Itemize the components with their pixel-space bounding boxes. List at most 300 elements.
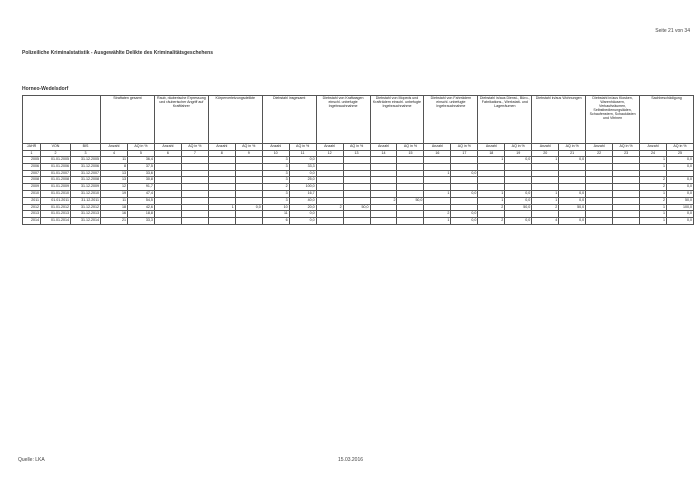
value-cell bbox=[397, 170, 424, 177]
sub-header-count: Anzahl bbox=[640, 144, 667, 151]
value-cell: 1 bbox=[532, 197, 559, 204]
year-cell: 2008 bbox=[23, 177, 41, 184]
value-cell bbox=[154, 177, 181, 184]
value-cell bbox=[181, 184, 208, 191]
value-cell bbox=[235, 197, 262, 204]
table-row bbox=[23, 218, 694, 225]
value-cell: 3 bbox=[262, 170, 289, 177]
year-cell: 2005 bbox=[23, 157, 41, 164]
sub-header-count: Anzahl bbox=[478, 144, 505, 151]
value-cell: 0,0 bbox=[667, 184, 694, 191]
value-cell: 0,0 bbox=[289, 218, 316, 225]
value-cell: 100,0 bbox=[667, 204, 694, 211]
value-cell bbox=[613, 157, 640, 164]
value-cell: 1 bbox=[532, 157, 559, 164]
sub-header-rate: AQ in % bbox=[127, 144, 154, 151]
year-cell: 2009 bbox=[23, 184, 41, 191]
date-cell: 31.12.2012 bbox=[71, 204, 101, 211]
value-cell bbox=[613, 197, 640, 204]
sub-header-rate: AQ in % bbox=[181, 144, 208, 151]
value-cell bbox=[181, 177, 208, 184]
lead-header: JAHR bbox=[23, 144, 41, 151]
value-cell bbox=[505, 211, 532, 218]
value-cell bbox=[424, 184, 451, 191]
value-cell bbox=[343, 218, 370, 225]
value-cell: 0,0 bbox=[667, 211, 694, 218]
sub-header-rate: AQ in % bbox=[559, 144, 586, 151]
value-cell: 1 bbox=[640, 211, 667, 218]
sub-header-rate: AQ in % bbox=[613, 144, 640, 151]
column-number: 8 bbox=[208, 151, 235, 157]
value-cell bbox=[370, 170, 397, 177]
value-cell bbox=[181, 190, 208, 197]
value-cell: 50,0 bbox=[559, 204, 586, 211]
value-cell bbox=[343, 184, 370, 191]
value-cell bbox=[559, 211, 586, 218]
value-cell bbox=[478, 184, 505, 191]
value-cell: 2 bbox=[640, 184, 667, 191]
value-cell: 1 bbox=[640, 190, 667, 197]
value-cell bbox=[235, 184, 262, 191]
sub-header-rate: AQ in % bbox=[289, 144, 316, 151]
value-cell: 19 bbox=[101, 190, 128, 197]
value-cell bbox=[316, 184, 343, 191]
sub-header-count: Anzahl bbox=[262, 144, 289, 151]
value-cell: 100,0 bbox=[289, 184, 316, 191]
group-header: Diebstahl von Kraftwagen einschl. unbefugte Ingebrauchnahme bbox=[316, 96, 370, 144]
value-cell bbox=[370, 163, 397, 170]
value-cell bbox=[181, 163, 208, 170]
value-cell bbox=[154, 184, 181, 191]
column-number: 24 bbox=[640, 151, 667, 157]
column-number: 17 bbox=[451, 151, 478, 157]
value-cell: 50,0 bbox=[667, 197, 694, 204]
value-cell: 1 bbox=[424, 170, 451, 177]
value-cell: 50,0 bbox=[505, 204, 532, 211]
value-cell: 50,0 bbox=[343, 204, 370, 211]
value-cell: 2 bbox=[640, 177, 667, 184]
value-cell bbox=[397, 157, 424, 164]
value-cell: 0,0 bbox=[451, 170, 478, 177]
sub-header-count: Anzahl bbox=[316, 144, 343, 151]
value-cell: 3 bbox=[262, 163, 289, 170]
value-cell: 0,0 bbox=[559, 157, 586, 164]
lead-header: VON bbox=[41, 144, 71, 151]
value-cell bbox=[316, 177, 343, 184]
value-cell bbox=[478, 211, 505, 218]
table-body bbox=[23, 157, 694, 225]
column-number: 7 bbox=[181, 151, 208, 157]
value-cell bbox=[235, 218, 262, 225]
value-cell bbox=[640, 170, 667, 177]
sub-header-rate: AQ in % bbox=[235, 144, 262, 151]
value-cell: 12 bbox=[101, 184, 128, 191]
value-cell: 1 bbox=[640, 204, 667, 211]
table-row bbox=[23, 170, 694, 177]
value-cell bbox=[370, 190, 397, 197]
date-cell: 01.01.2005 bbox=[41, 157, 71, 164]
value-cell bbox=[478, 170, 505, 177]
year-cell: 2011 bbox=[23, 197, 41, 204]
column-number: 21 bbox=[559, 151, 586, 157]
value-cell bbox=[613, 204, 640, 211]
sub-header-count: Anzahl bbox=[101, 144, 128, 151]
date-cell: 31.12.2013 bbox=[71, 211, 101, 218]
value-cell bbox=[316, 211, 343, 218]
value-cell bbox=[154, 190, 181, 197]
group-header: Diebstahl von Mopeds und Krafträdern einschl. unbefugte Ingebrauchnahme bbox=[370, 96, 424, 144]
value-cell bbox=[532, 177, 559, 184]
group-header: Diebstahl in/aus Dienst-, Büro-, Fabrikations-, Werkstatt- und Lagerräumen bbox=[478, 96, 532, 144]
value-cell bbox=[208, 157, 235, 164]
column-number: 15 bbox=[397, 151, 424, 157]
value-cell bbox=[154, 197, 181, 204]
value-cell: 33,3 bbox=[289, 163, 316, 170]
date-cell: 01.01.2010 bbox=[41, 190, 71, 197]
date-cell: 01.01.2014 bbox=[41, 218, 71, 225]
value-cell bbox=[613, 184, 640, 191]
column-number: 20 bbox=[532, 151, 559, 157]
group-header-row bbox=[23, 96, 694, 144]
value-cell bbox=[586, 184, 613, 191]
value-cell: 1 bbox=[478, 197, 505, 204]
sub-header-row bbox=[23, 144, 694, 151]
value-cell bbox=[343, 170, 370, 177]
value-cell bbox=[559, 177, 586, 184]
group-header: Straftaten gesamt bbox=[101, 96, 155, 144]
value-cell bbox=[424, 157, 451, 164]
column-number: 3 bbox=[71, 151, 101, 157]
value-cell bbox=[586, 157, 613, 164]
value-cell: 0,0 bbox=[505, 197, 532, 204]
value-cell bbox=[370, 177, 397, 184]
value-cell: 0,0 bbox=[451, 218, 478, 225]
sub-header-count: Anzahl bbox=[154, 144, 181, 151]
value-cell: 0,0 bbox=[667, 218, 694, 225]
value-cell: 42,6 bbox=[127, 204, 154, 211]
value-cell bbox=[505, 184, 532, 191]
year-cell: 2010 bbox=[23, 190, 41, 197]
value-cell: 3 bbox=[262, 197, 289, 204]
value-cell: 2 bbox=[424, 211, 451, 218]
value-cell: 0,0 bbox=[289, 211, 316, 218]
value-cell: 18,8 bbox=[127, 211, 154, 218]
value-cell bbox=[532, 163, 559, 170]
value-cell: 0,0 bbox=[289, 170, 316, 177]
sub-header-rate: AQ in % bbox=[667, 144, 694, 151]
value-cell: 54,5 bbox=[127, 197, 154, 204]
value-cell: 33,6 bbox=[127, 170, 154, 177]
value-cell bbox=[559, 184, 586, 191]
sub-header-count: Anzahl bbox=[586, 144, 613, 151]
group-header: Diebstahl in/aus Kiosken, Warenhäusern, Verkaufsräumen, Selbstbedienungsläden, Schaufenstern, Schaukästen und Vitrinen bbox=[586, 96, 640, 144]
value-cell: 0,0 bbox=[667, 157, 694, 164]
table-row bbox=[23, 163, 694, 170]
value-cell bbox=[424, 204, 451, 211]
value-cell: 0,0 bbox=[451, 211, 478, 218]
value-cell bbox=[235, 170, 262, 177]
value-cell bbox=[154, 163, 181, 170]
date-cell: 01.01.2012 bbox=[41, 204, 71, 211]
sub-header-count: Anzahl bbox=[370, 144, 397, 151]
group-header: Diebstahl von Fahrrädern einschl. unbefugte Ingebrauchnahme bbox=[424, 96, 478, 144]
value-cell: 1 bbox=[424, 218, 451, 225]
column-number: 4 bbox=[101, 151, 128, 157]
value-cell bbox=[208, 163, 235, 170]
value-cell bbox=[397, 190, 424, 197]
value-cell: 33,3 bbox=[127, 218, 154, 225]
column-number: 14 bbox=[370, 151, 397, 157]
value-cell: 16,7 bbox=[289, 190, 316, 197]
group-header: Diebstahl in/aus Wohnungen bbox=[532, 96, 586, 144]
value-cell: 0,0 bbox=[667, 190, 694, 197]
sub-header-rate: AQ in % bbox=[397, 144, 424, 151]
table-row bbox=[23, 197, 694, 204]
value-cell bbox=[586, 163, 613, 170]
value-cell: 0,0 bbox=[451, 190, 478, 197]
value-cell bbox=[370, 184, 397, 191]
statistics-table bbox=[22, 95, 694, 225]
value-cell bbox=[397, 163, 424, 170]
date-cell: 01.01.2009 bbox=[41, 184, 71, 191]
value-cell bbox=[235, 190, 262, 197]
value-cell bbox=[613, 218, 640, 225]
value-cell: 0,0 bbox=[559, 190, 586, 197]
date-cell: 01.01.2006 bbox=[41, 163, 71, 170]
value-cell: 2 bbox=[640, 197, 667, 204]
column-number: 10 bbox=[262, 151, 289, 157]
value-cell bbox=[208, 177, 235, 184]
date-cell: 01.01.2008 bbox=[41, 177, 71, 184]
value-cell: 6 bbox=[262, 218, 289, 225]
value-cell bbox=[613, 177, 640, 184]
value-cell bbox=[208, 184, 235, 191]
year-cell: 2013 bbox=[23, 211, 41, 218]
value-cell: 0,0 bbox=[667, 163, 694, 170]
value-cell bbox=[208, 211, 235, 218]
value-cell: 11 bbox=[262, 211, 289, 218]
sub-header-count: Anzahl bbox=[532, 144, 559, 151]
value-cell: 8 bbox=[101, 163, 128, 170]
value-cell: 0,0 bbox=[289, 157, 316, 164]
column-number: 9 bbox=[235, 151, 262, 157]
region-name: Horneo-Wedelsdorf bbox=[22, 86, 69, 92]
value-cell bbox=[424, 163, 451, 170]
date-cell: 31.12.2008 bbox=[71, 177, 101, 184]
value-cell bbox=[451, 163, 478, 170]
value-cell: 1 bbox=[640, 163, 667, 170]
value-cell: 1 bbox=[478, 190, 505, 197]
date-cell: 31.12.2014 bbox=[71, 218, 101, 225]
value-cell bbox=[370, 204, 397, 211]
value-cell bbox=[424, 177, 451, 184]
date-cell: 01.01.2007 bbox=[41, 170, 71, 177]
value-cell bbox=[235, 177, 262, 184]
table-row bbox=[23, 177, 694, 184]
column-number: 18 bbox=[478, 151, 505, 157]
value-cell: 3 bbox=[262, 190, 289, 197]
column-number: 5 bbox=[127, 151, 154, 157]
value-cell bbox=[316, 190, 343, 197]
value-cell: 18 bbox=[101, 204, 128, 211]
value-cell: 0,0 bbox=[505, 218, 532, 225]
value-cell: 2 bbox=[262, 184, 289, 191]
value-cell bbox=[451, 177, 478, 184]
value-cell bbox=[181, 211, 208, 218]
value-cell bbox=[181, 218, 208, 225]
table-row bbox=[23, 190, 694, 197]
year-cell: 2012 bbox=[23, 204, 41, 211]
value-cell bbox=[397, 184, 424, 191]
value-cell bbox=[316, 163, 343, 170]
footer-source: Quelle: LKA bbox=[18, 457, 45, 463]
value-cell: 21 bbox=[101, 218, 128, 225]
value-cell: 36,4 bbox=[127, 157, 154, 164]
value-cell bbox=[451, 204, 478, 211]
value-cell bbox=[154, 157, 181, 164]
value-cell bbox=[154, 170, 181, 177]
date-cell: 31.12.2005 bbox=[71, 157, 101, 164]
group-header: Körperverletzungsdelikte bbox=[208, 96, 262, 144]
date-cell: 31.12.2007 bbox=[71, 170, 101, 177]
value-cell bbox=[424, 197, 451, 204]
value-cell bbox=[154, 204, 181, 211]
value-cell: 3 bbox=[262, 177, 289, 184]
value-cell: 11 bbox=[101, 197, 128, 204]
value-cell: 2 bbox=[478, 218, 505, 225]
value-cell: 13 bbox=[101, 170, 128, 177]
value-cell bbox=[451, 184, 478, 191]
year-cell: 2014 bbox=[23, 218, 41, 225]
value-cell: 2 bbox=[316, 204, 343, 211]
group-header: Diebstahl insgesamt bbox=[262, 96, 316, 144]
value-cell bbox=[559, 170, 586, 177]
value-cell bbox=[451, 197, 478, 204]
value-cell: 3 bbox=[262, 157, 289, 164]
value-cell bbox=[370, 218, 397, 225]
table-row bbox=[23, 157, 694, 164]
value-cell bbox=[316, 197, 343, 204]
value-cell bbox=[343, 190, 370, 197]
value-cell: 2 bbox=[532, 204, 559, 211]
value-cell: 4 bbox=[532, 218, 559, 225]
value-cell: 13 bbox=[101, 177, 128, 184]
value-cell: 25,0 bbox=[289, 177, 316, 184]
value-cell bbox=[370, 211, 397, 218]
value-cell bbox=[451, 157, 478, 164]
value-cell bbox=[316, 157, 343, 164]
value-cell: 37,5 bbox=[127, 163, 154, 170]
value-cell: 1 bbox=[424, 190, 451, 197]
date-cell: 31.12.2006 bbox=[71, 163, 101, 170]
value-cell bbox=[154, 211, 181, 218]
value-cell bbox=[181, 204, 208, 211]
date-cell: 31.12.2009 bbox=[71, 184, 101, 191]
column-number: 1 bbox=[23, 151, 41, 157]
value-cell bbox=[208, 190, 235, 197]
column-number: 11 bbox=[289, 151, 316, 157]
value-cell: 30,8 bbox=[127, 177, 154, 184]
lead-header: BIS bbox=[71, 144, 101, 151]
value-cell bbox=[397, 218, 424, 225]
value-cell: 1 bbox=[532, 190, 559, 197]
column-number: 6 bbox=[154, 151, 181, 157]
value-cell bbox=[586, 177, 613, 184]
page-number: Seite 21 von 34 bbox=[655, 28, 690, 34]
value-cell bbox=[370, 157, 397, 164]
value-cell bbox=[316, 218, 343, 225]
value-cell bbox=[478, 163, 505, 170]
value-cell bbox=[559, 163, 586, 170]
value-cell bbox=[343, 163, 370, 170]
value-cell bbox=[181, 197, 208, 204]
value-cell bbox=[181, 170, 208, 177]
value-cell: 0,0 bbox=[667, 177, 694, 184]
value-cell: 47,4 bbox=[127, 190, 154, 197]
value-cell: 1 bbox=[640, 218, 667, 225]
date-cell: 01.01.2011 bbox=[41, 197, 71, 204]
column-number: 25 bbox=[667, 151, 694, 157]
table-row bbox=[23, 204, 694, 211]
value-cell bbox=[667, 170, 694, 177]
value-cell bbox=[343, 177, 370, 184]
value-cell bbox=[235, 211, 262, 218]
year-cell: 2006 bbox=[23, 163, 41, 170]
column-number: 23 bbox=[613, 151, 640, 157]
value-cell bbox=[397, 204, 424, 211]
value-cell: 2 bbox=[370, 197, 397, 204]
value-cell bbox=[505, 170, 532, 177]
value-cell bbox=[586, 204, 613, 211]
value-cell: 40,0 bbox=[289, 197, 316, 204]
value-cell bbox=[208, 170, 235, 177]
column-number: 13 bbox=[343, 151, 370, 157]
group-header: Raub, räuberische Erpressung und räuberischer Angriff auf Kraftfahrer bbox=[154, 96, 208, 144]
value-cell bbox=[586, 197, 613, 204]
value-cell bbox=[397, 177, 424, 184]
date-cell: 31.12.2011 bbox=[71, 197, 101, 204]
value-cell bbox=[613, 190, 640, 197]
sub-header-rate: AQ in % bbox=[451, 144, 478, 151]
value-cell bbox=[586, 190, 613, 197]
column-number: 2 bbox=[41, 151, 71, 157]
column-number: 19 bbox=[505, 151, 532, 157]
value-cell bbox=[343, 197, 370, 204]
value-cell: 1 bbox=[208, 204, 235, 211]
value-cell bbox=[181, 157, 208, 164]
value-cell bbox=[343, 157, 370, 164]
sub-header-count: Anzahl bbox=[208, 144, 235, 151]
value-cell: 91,7 bbox=[127, 184, 154, 191]
column-number: 12 bbox=[316, 151, 343, 157]
year-cell: 2007 bbox=[23, 170, 41, 177]
value-cell bbox=[235, 163, 262, 170]
header-spacer bbox=[23, 96, 101, 144]
value-cell: 0,0 bbox=[505, 190, 532, 197]
value-cell: 16 bbox=[101, 211, 128, 218]
value-cell: 0,0 bbox=[505, 157, 532, 164]
sub-header-rate: AQ in % bbox=[505, 144, 532, 151]
column-number: 16 bbox=[424, 151, 451, 157]
value-cell bbox=[235, 157, 262, 164]
value-cell bbox=[532, 211, 559, 218]
value-cell: 10 bbox=[262, 204, 289, 211]
value-cell: 20,0 bbox=[289, 204, 316, 211]
table-row bbox=[23, 184, 694, 191]
value-cell: 11 bbox=[101, 157, 128, 164]
value-cell: 0,0 bbox=[235, 204, 262, 211]
value-cell bbox=[397, 211, 424, 218]
